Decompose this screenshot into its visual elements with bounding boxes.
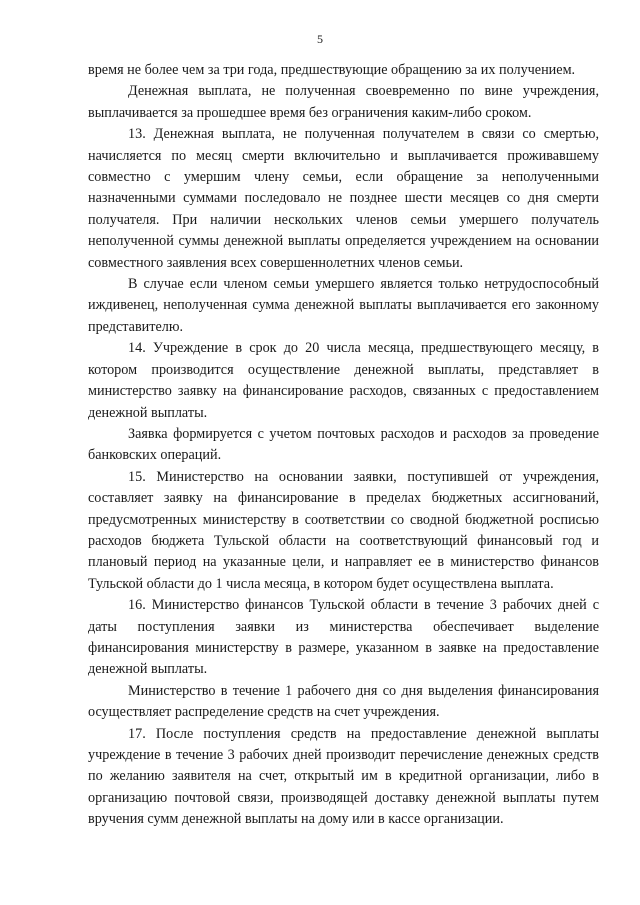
paragraph-17: 17. После поступления средств на предоставление денежной выплаты учреждение в течение 3 рабочих дней производит перечисление денежных средств по желанию заявителя на счет, открытый им в кредитной организации, либо в организацию почтовой связи, производящей доставку денежной выплаты путем вручения сумм денежной выплаты на дому или в кассе организации. — [88, 725, 599, 828]
paragraph-late-payment: Денежная выплата, не полученная своевременно по вине учреждения, выплачивается за прошедшее время без ограничения каким-либо сроком. — [88, 83, 599, 121]
paragraph-request-costs: Заявка формируется с учетом почтовых расходов и расходов за проведение банковских операций. — [88, 425, 599, 464]
document-body — [88, 60, 599, 831]
paragraph-continuation: время не более чем за три года, предшествующие обращению за их получением. — [88, 62, 576, 78]
paragraph-16: 16. Министерство финансов Тульской области в течение 3 рабочих дней с даты поступления заявки из министерства обеспечивает выделение финансирования министерству в размере, указанном в заявке на предоставление денежной выплаты. — [88, 597, 599, 678]
paragraph-13: 13. Денежная выплата, не полученная получателем в связи со смертью, начисляется по месяц смерти включительно и выплачивается проживавшему совместно с умершим члену семьи, если обращение за неполученными назначенными суммами последовало не позднее шести месяцев со дня смерти получателя. При наличии нескольких членов семьи умершего получатель неполученной суммы денежной выплаты определяется учреждением на основании совместного заявления всех совершеннолетних членов семьи. — [88, 126, 599, 271]
paragraph-15: 15. Министерство на основании заявки, поступившей от учреждения, составляет заявку на финансирование в пределах бюджетных ассигнований, предусмотренных министерству в соответствии со сводной бюджетной росписью расходов бюджета Тульской области на соответствующий финансовый год и плановый период на указанные цели, и направляет ее в министерство финансов Тульской области до 1 числа месяца, в котором будет осуществлена выплата. — [88, 468, 599, 592]
paragraph-distribution: Министерство в течение 1 рабочего дня со дня выделения финансирования осуществляет распределение средств на счет учреждения. — [88, 682, 599, 721]
page-number: 5 — [317, 32, 323, 46]
paragraph-14: 14. Учреждение в срок до 20 числа месяца, предшествующего месяцу, в котором производится осуществление денежной выплаты, представляет в министерство заявку на финансирование расходов, связанных с предоставлением денежной выплаты. — [88, 340, 599, 421]
paragraph-dependent: В случае если членом семьи умершего является только нетрудоспособный иждивенец, неполученная сумма денежной выплаты выплачивается его законному представителю. — [88, 276, 599, 335]
